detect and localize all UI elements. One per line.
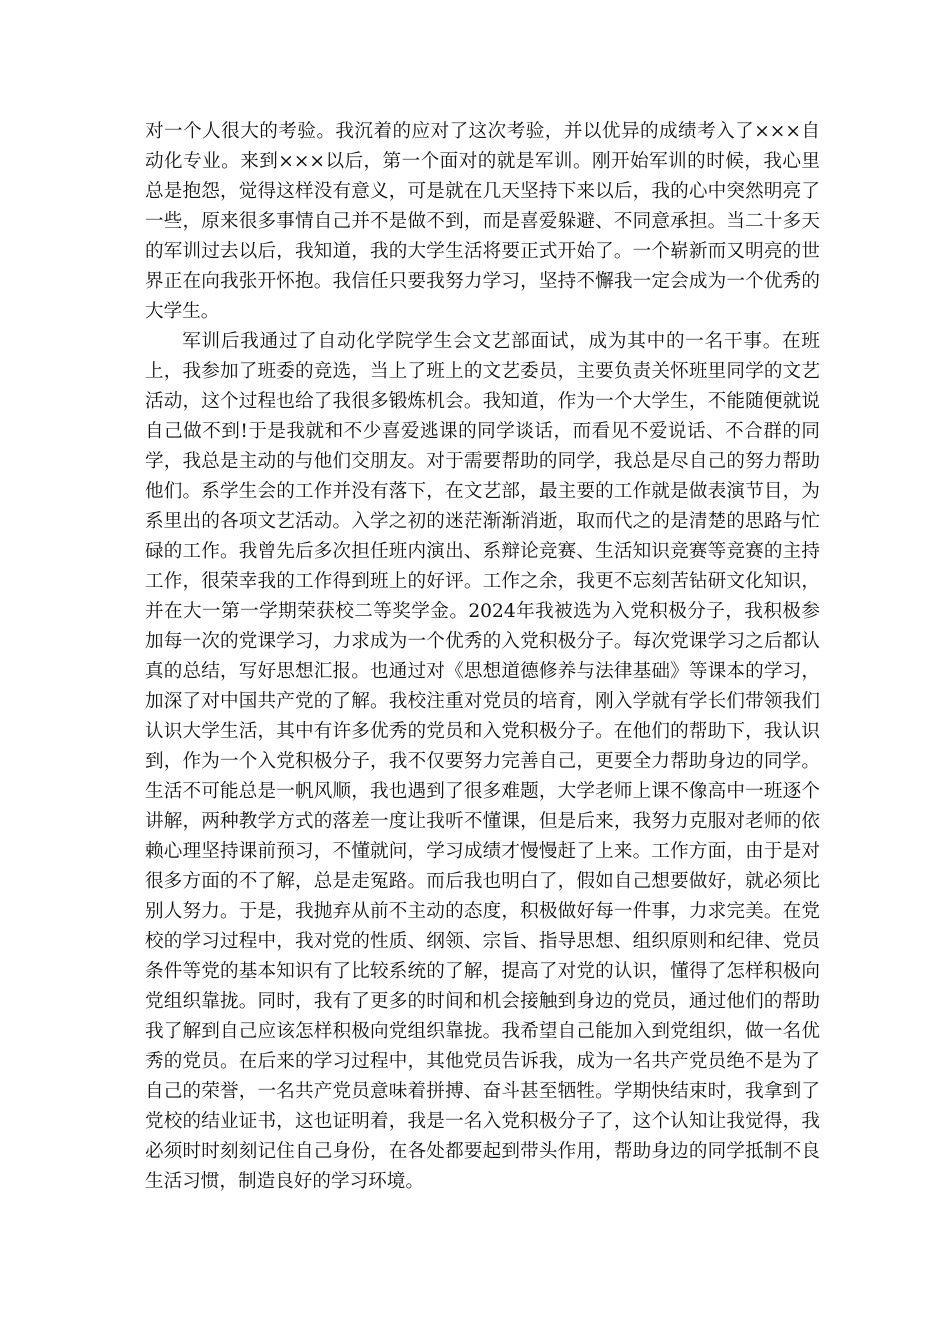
paragraph-continuation: 对一个人很大的考验。我沉着的应对了这次考验，并以优异的成绩考入了×××自动化专业。来到×××以后，第一个面对的就是军训。刚开始军训的时候，我心里总是抱怨，觉得这样没有意义，可是就在几天坚持下来以后，我的心中突然明亮了一些，原来很多事情自己并不是做不到，而是喜爱躲避、不同意承担。当二十多天的军训过去以后，我知道，我的大学生活将要正式开始了。一个崭新而又明亮的世界正在向我张开怀抱。我信任只要我努力学习，坚持不懈我一定会成为一个优秀的大学生。 [145,121,820,322]
paragraph-military-training-and-party: 军训后我通过了自动化学院学生会文艺部面试，成为其中的一名干事。在班上，我参加了班委的竞选，当上了班上的文艺委员，主要负责关怀班里同学的文艺活动，这个过程也给了我很多锻炼机会。我知道，作为一个大学生，不能随便就说自己做不到!于是我就和不少喜爱逃课的同学谈话，而看见不爱说话、不合群的同学，我总是主动的与他们交朋友。对于需要帮助的同学，我总是尽自己的努力帮助他们。系学生会的工作并没有落下，在文艺部，最主要的工作就是做表演节目，为系里出的各项文艺活动。入学之初的迷茫渐渐消逝，取而代之的是清楚的思路与忙碌的工作。我曾先后多次担任班内演出、系辩论竞赛、生活知识竞赛等竞赛的主持工作，很荣幸我的工作得到班上的好评。工作之余，我更不忘刻苦钻研文化知识，并在大一第一学期荣获校二等奖学金。2024年我被选为入党积极分子，我积极参加每一次的党课学习，力求成为一个优秀的入党积极分子。每次党课学习之后都认真的总结，写好思想汇报。也通过对《思想道德修养与法律基础》等课本的学习，加深了对中国共产党的了解。我校注重对党员的培育，刚入学就有学长们带领我们认识大学生活，其中有许多优秀的党员和入党积极分子。在他们的帮助下，我认识到，作为一个入党积极分子，我不仅要努力完善自己，更要全力帮助身边的同学。生活不可能总是一帆风顺，我也遇到了很多难题，大学老师上课不像高中一班逐个讲解，两种教学方式的落差一度让我听不懂课，但是后来，我努力克服对老师的依赖心理坚持课前预习，不懂就问，学习成绩才慢慢赶了上来。工作方面，由于是对很多方面的不了解，总是走冤路。而后我也明白了，假如自己想要做好，就必须比别人努力。于是，我抛弃从前不主动的态度，积极做好每一件事，力求完美。在党校的学习过程中，我对党的性质、纲领、宗旨、指导思想、组织原则和纪律、党员条件等党的基本知识有了比较系统的了解，提高了对党的认识，懂得了怎样积极向党组织靠拢。同时，我有了更多的时间和机会接触到身边的党员，通过他们的帮助我了解到自己应该怎样积极向党组织靠拢。我希望自己能加入到党组织，做一名优秀的党员。在后来的学习过程中，其他党员告诉我，成为一名共产党员绝不是为了自己的荣誉，一名共产党员意味着拼搏、奋斗甚至牺牲。学期快结束时，我拿到了党校的结业证书，这也证明着，我是一名入党积极分子了，这个认知让我觉得，我必须时时刻刻记住自己身份，在各处都要起到带头作用，帮助身边的同学抵制不良生活习惯，制造良好的学习环境。 [145,331,820,1192]
body-text [145,117,820,1197]
